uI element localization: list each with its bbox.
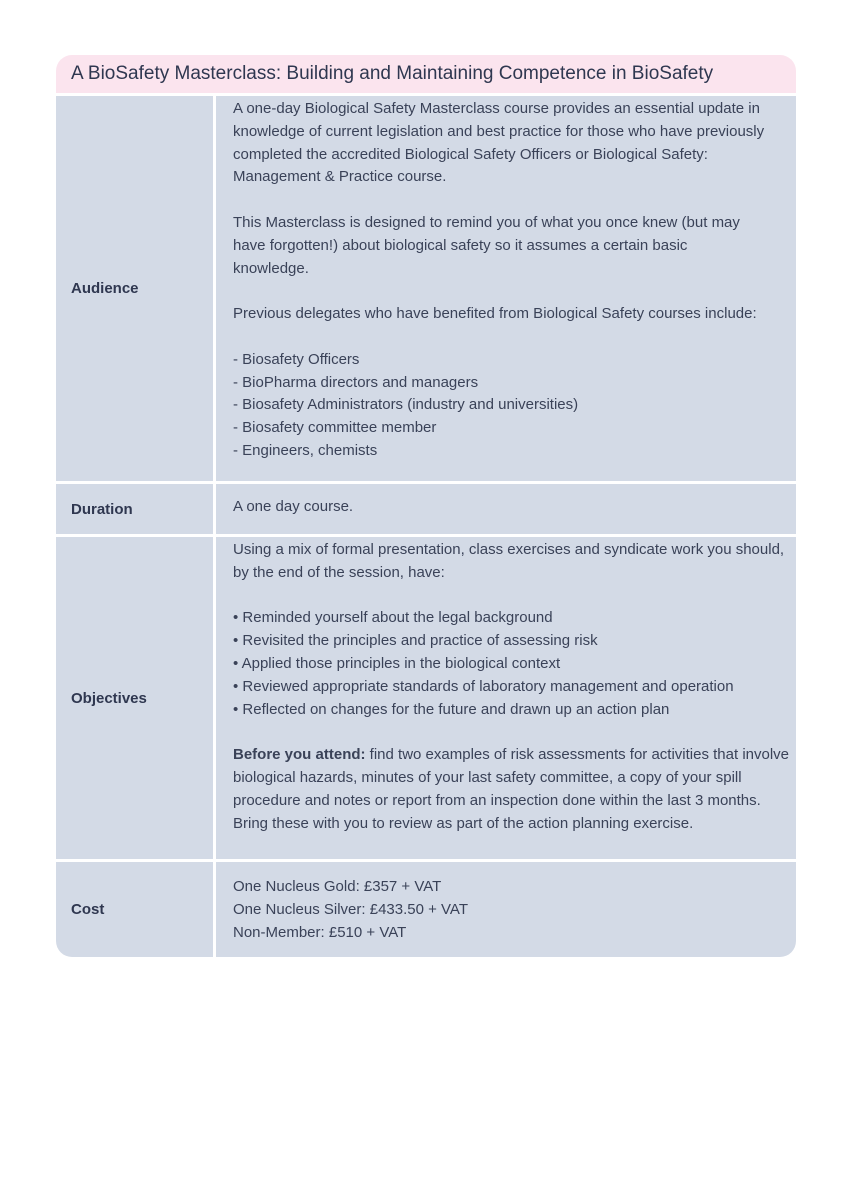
list-item: • Revisited the principles and practice of assessing risk (233, 632, 598, 650)
audience-row (56, 96, 796, 484)
objectives-label: Objectives (56, 537, 213, 859)
objectives-row (56, 537, 796, 862)
audience-label: Audience (56, 96, 213, 481)
price-line: Non-Member: £510 + VAT (233, 923, 407, 941)
audience-content (213, 96, 796, 481)
cost-label: Cost (56, 862, 213, 957)
list-item: - Biosafety Administrators (industry and universities) (233, 396, 579, 414)
objectives-content (213, 537, 796, 859)
price-line: One Nucleus Silver: £433.50 + VAT (233, 900, 468, 918)
audience-paragraph-1: A one-day Biological Safety Masterclass course provides an essential update in knowledge of current legislation and best practice for those who have previously completed the accredited Biological Safety Officers or Biological Safety: Management & Practice course. (233, 100, 765, 186)
duration-label: Duration (56, 484, 213, 534)
before-you-attend-label: Before you attend: (233, 746, 366, 764)
before-you-attend-text: find two examples of risk assessments for activities that involve biological hazards, minutes of your last safety committee, a copy of your spill procedure and notes or report from an inspection done within the last 3 months. Bring these with you to review as part of the action planning exercise. (233, 746, 790, 832)
duration-row (56, 484, 796, 537)
duration-text: A one day course. (233, 497, 354, 515)
list-item: - Biosafety Officers (233, 350, 360, 368)
list-item: • Reviewed appropriate standards of laboratory management and operation (233, 677, 734, 695)
cost-row (56, 862, 796, 957)
objectives-intro: Using a mix of formal presentation, class exercises and syndicate work you should, by the end of the session, have: (233, 541, 785, 581)
list-item: - Biosafety committee member (233, 419, 437, 437)
cost-content (213, 862, 796, 957)
page-title: A BioSafety Masterclass: Building and Maintaining Competence in BioSafety (71, 63, 714, 84)
list-item: - Engineers, chemists (233, 441, 378, 459)
duration-content (213, 484, 796, 534)
list-item: • Reflected on changes for the future and drawn up an action plan (233, 700, 670, 718)
price-line: One Nucleus Gold: £357 + VAT (233, 878, 442, 895)
list-item: • Reminded yourself about the legal background (233, 609, 553, 627)
list-item: - BioPharma directors and managers (233, 373, 479, 391)
audience-paragraph-2: This Masterclass is designed to remind you of what you once knew (but may have forgotten!) about biological safety so it assumes a certain basic knowledge. (233, 213, 740, 277)
list-item: • Applied those principles in the biological context (233, 654, 561, 672)
course-info-table (56, 55, 796, 957)
before-you-attend-note (233, 744, 792, 835)
table-header (56, 55, 796, 96)
audience-paragraph-3: Previous delegates who have benefited from Biological Safety courses include: (233, 305, 757, 323)
